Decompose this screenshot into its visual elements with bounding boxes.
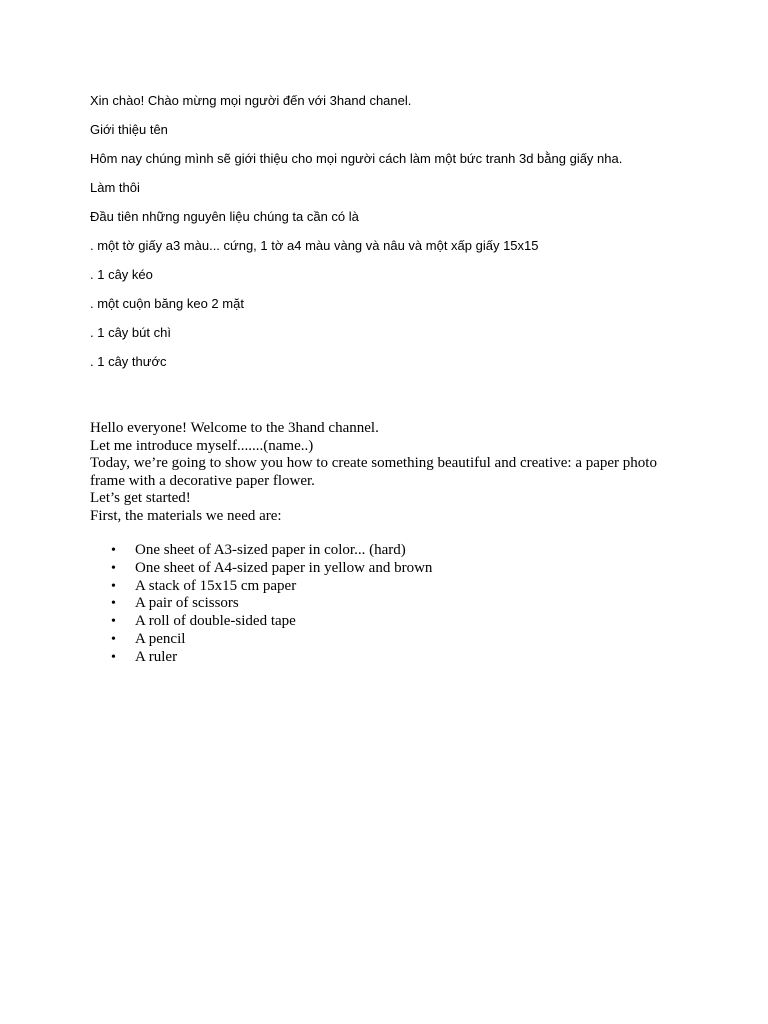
list-item [90,631,690,649]
vi-lets-go: Làm thôi [90,180,140,195]
list-item [90,542,690,560]
vi-materials-heading: Đầu tiên những nguyên liệu chúng ta cần có là [90,209,359,224]
bullet-icon: • [111,614,116,630]
en-introduce-name: Let me introduce myself.......(name..) [90,437,314,454]
bullet-icon: • [111,596,116,612]
list-item [90,560,690,578]
vi-material-item: . một cuộn băng keo 2 mặt [90,296,244,311]
list-item [90,578,690,596]
en-lets-start: Let’s get started! [90,490,191,506]
list-item-label: One sheet of A3-sized paper in color... (hard) [135,542,406,558]
vietnamese-script-section [90,92,710,382]
list-item-label: A stack of 15x15 cm paper [135,577,297,594]
list-item [90,613,690,631]
vi-material-item: . 1 cây thước [90,354,167,369]
list-item-label: One sheet of A4-sized paper in yellow and brown [135,559,433,576]
bullet-icon: • [111,631,116,647]
list-item-label: A ruler [135,648,178,665]
vi-material-item: . 1 cây bút chì [90,325,171,340]
vi-greeting: Xin chào! Chào mừng mọi người đến với 3hand chanel. [90,93,412,108]
list-item [90,595,690,613]
english-script-section [90,420,690,667]
bullet-icon: • [111,649,116,665]
list-item [90,649,690,667]
en-today-intro: Today, we’re going to show you how to create something beautiful and creative: a paper photo frame with a decorative paper flower. [90,455,657,489]
bullet-icon: • [111,578,116,594]
en-materials-heading: First, the materials we need are: [90,507,282,524]
vi-material-item: . một tờ giấy a3 màu... cứng, 1 tờ a4 màu vàng và nâu và một xấp giấy 15x15 [90,238,539,253]
vi-material-item: . 1 cây kéo [90,267,153,282]
list-item-label: A pencil [135,630,186,647]
en-greeting: Hello everyone! Welcome to the 3hand channel. [90,420,379,436]
bullet-icon: • [111,543,116,558]
vi-introduce-name: Giới thiệu tên [90,122,168,137]
list-item-label: A roll of double-sided tape [135,613,296,630]
bullet-icon: • [111,560,116,576]
list-item-label: A pair of scissors [135,595,239,612]
materials-list [90,542,690,667]
vi-today-intro: Hôm nay chúng mình sẽ giới thiệu cho mọi người cách làm một bức tranh 3d bằng giấy nha. [90,151,623,166]
